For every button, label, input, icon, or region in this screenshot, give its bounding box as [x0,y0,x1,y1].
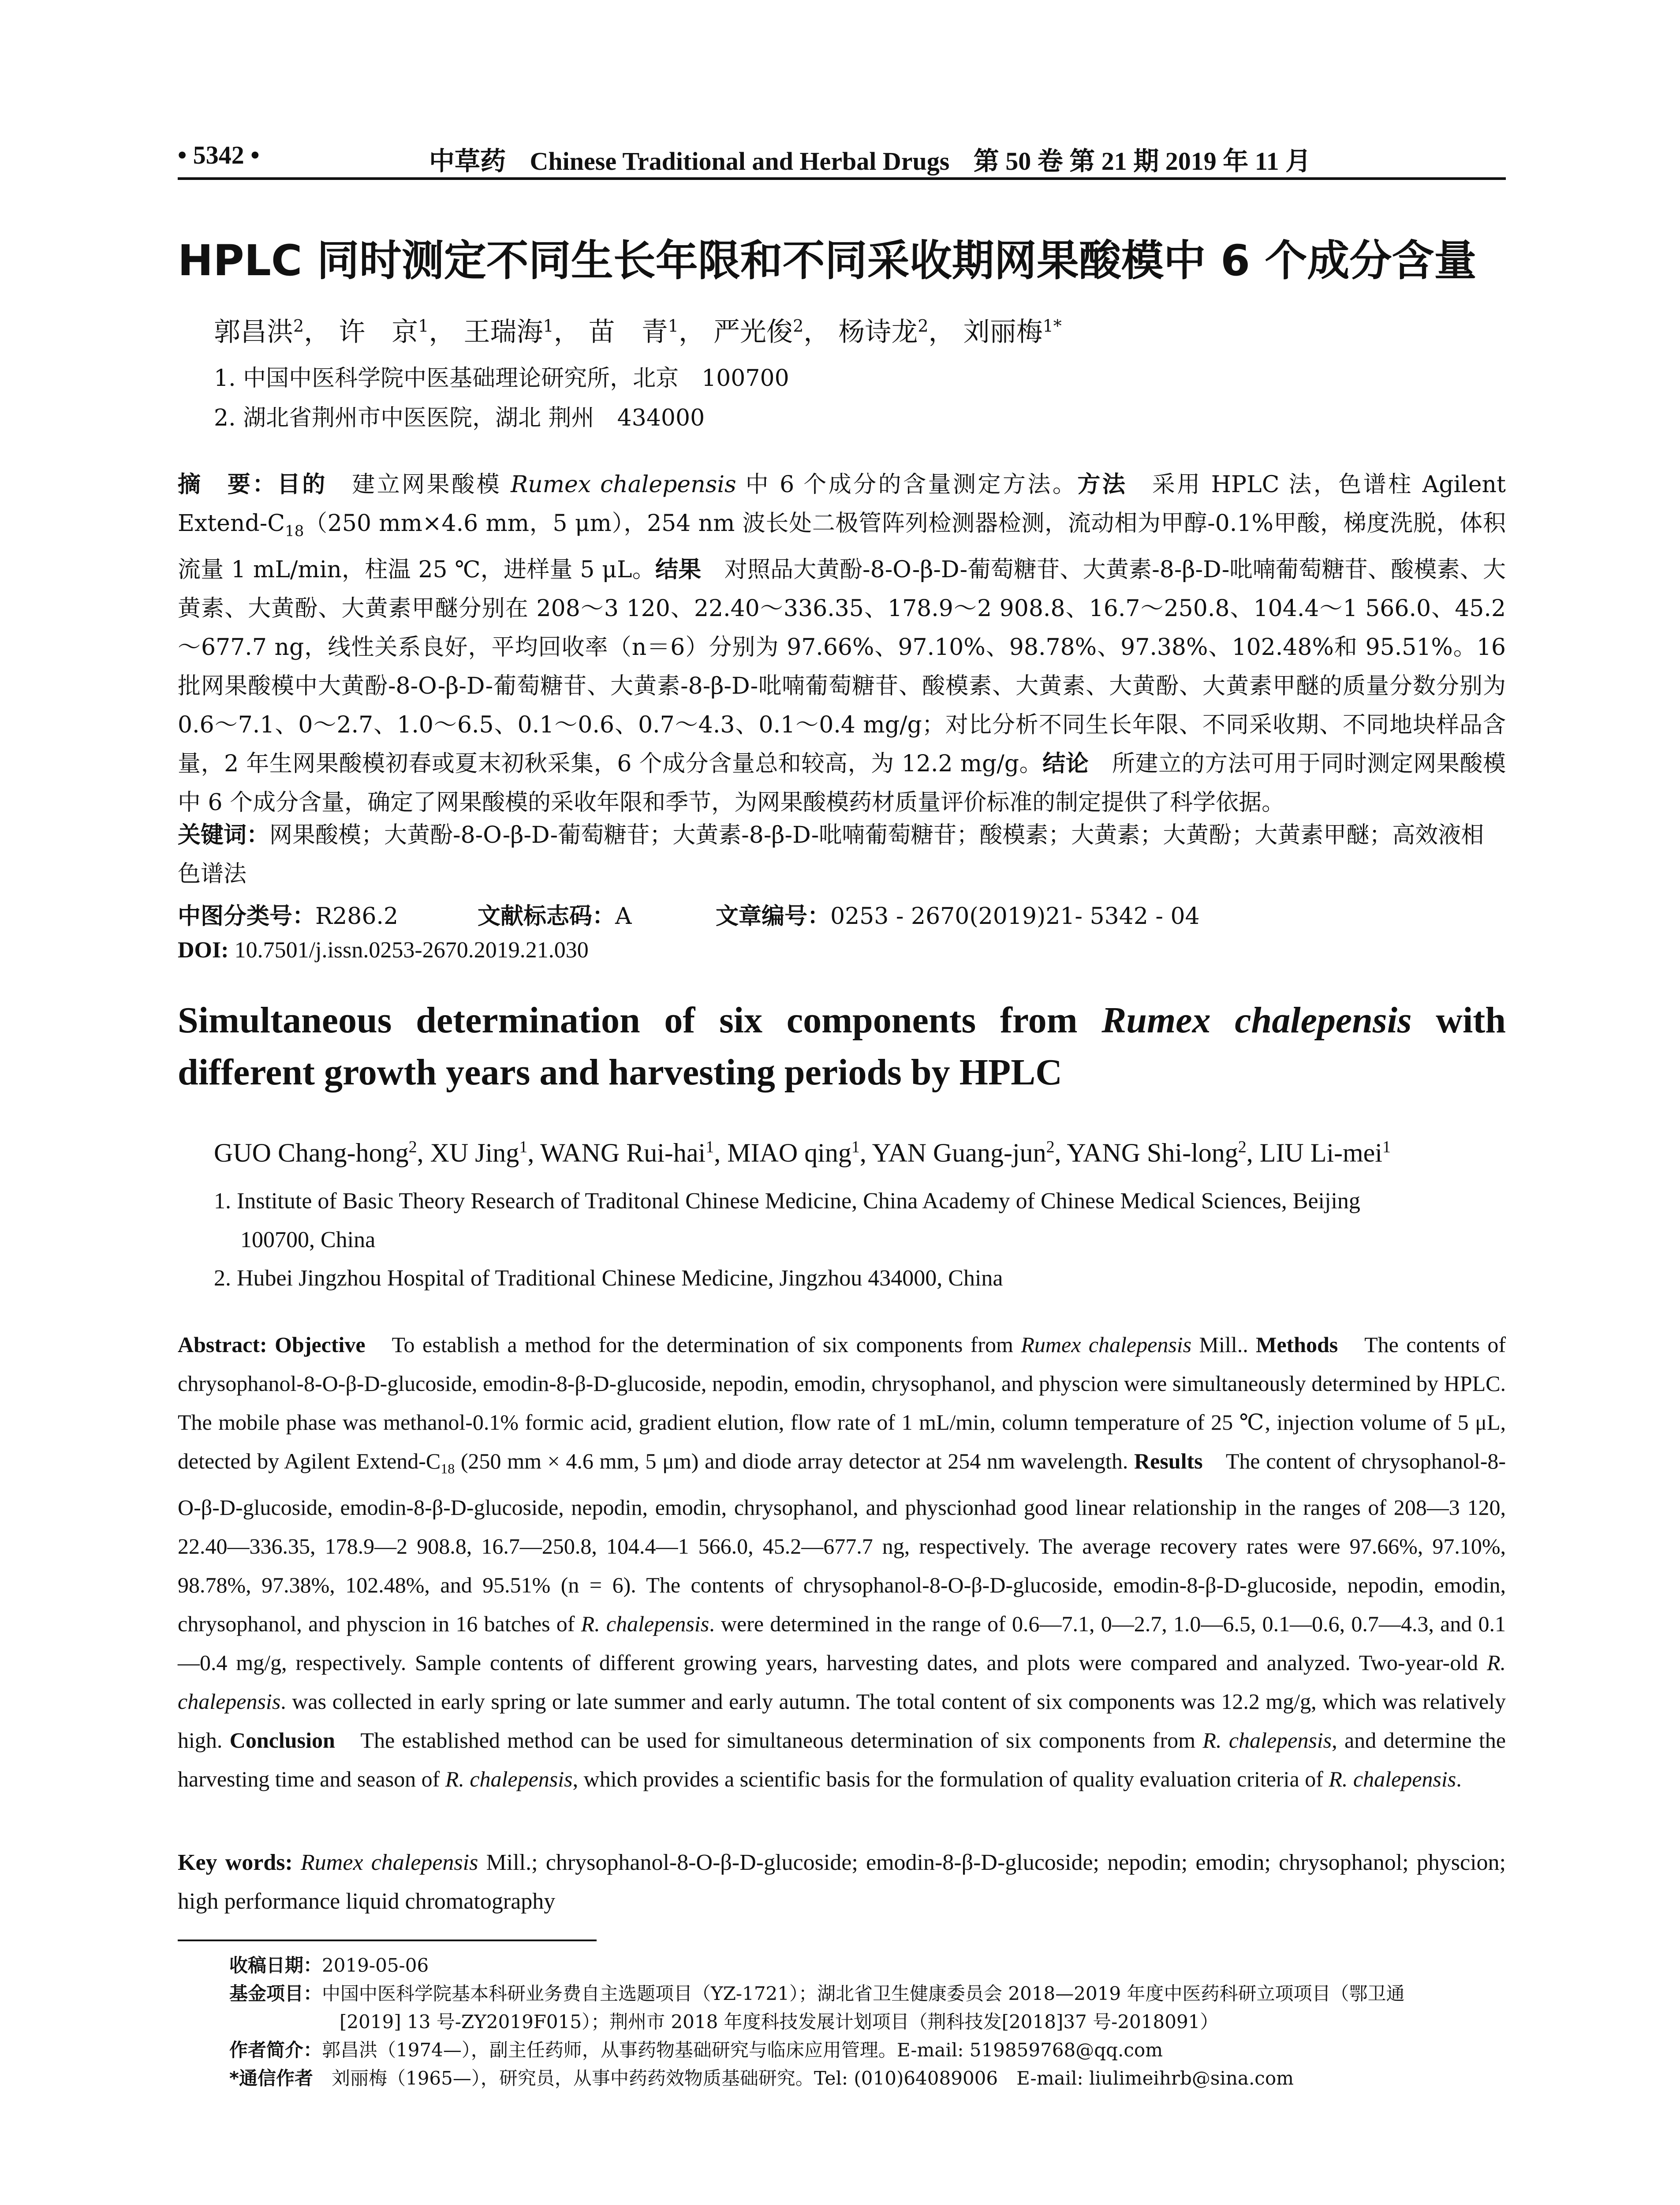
classification-row: 中图分类号：R286.2 文献标志码：A 文章编号：0253 - 2670(2019)21- 5342 - 04 [178,903,1200,930]
conclusion-label-en: Conclusion [222,1728,335,1753]
footnote-rule [178,1940,597,1941]
author-en: YANG Shi-long [1067,1138,1238,1167]
author-cn: 许 京 [339,317,418,348]
clc-value: R286.2 [315,903,399,930]
abstract-cn: 摘 要：目的 建立网果酸模 Rumex chalepensis 中 6 个成分的含量测定方法。方法 采用 HPLC 法，色谱柱 Agilent Extend-$C_{18}(250$ mm×4.6 mm，5 μm），254 nm 波长处二极管阵列检测器检测，流动相为甲醇-0.1%甲酸，梯度洗脱，体积流量 1 mL/min，柱温 25 ℃，进样量 5 μL。结果 对照品大黄酚-8-O-β-D-葡萄糖苷、大黄素-8-β-D-吡喃葡萄糖苷、酸模素、大黄素、大黄酚、大黄素甲醚分别在 208～3 120、22.40～336.35、178.9～2 908.8、16.7～250.8、104.4～1 566.0、45.2～677.7 ng，线性关系良好，平均回收率（n＝6）分别为 97.66%、97.10%、98.78%、97.38%、102.48%和 95.51%。16 批网果酸模中大黄酚-8-O-β-D-葡萄糖苷、大黄素-8-β-D-吡喃葡萄糖苷、酸模素、大黄素、大黄酚、大黄素甲醚的质量分数分别为 0.6～7.1、0～2.7、1.0～6.5、0.1～0.6、0.7～4.3、0.1～0.4 mg/g；对比分析不同生长年限、不同采收期、不同地块样品含量，2 年生网果酸模初春或夏末初秋采集，6 个成分含量总和较高，为 12.2 mg/g。结论 所建立的方法可用于同时测定网果酸模中 6 个成分含量，确定了网果酸模的采收年限和季节，为网果酸模药材质量评价标准的制定提供了科学依据。 [178,471,1506,816]
page-number: • 5342 • [178,141,260,169]
methods-label: 方法 [1077,471,1127,498]
objective-label: 目的 [277,471,327,498]
methods-label-en: Methods [1248,1332,1338,1357]
journal-name-cn: 中草药 [429,146,506,176]
footnote-fund: 基金项目：中国中医科学院基本科研业务费自主选题项目（YZ-1721）；湖北省卫生健康委员会 2018—2019 年度中医药科研立项项目（鄂卫通 [2019] 13 号-ZY2019F015）；荆州市 2018 年度科技发展计划项目（荆科技发[2018]37 号-2018091） [229,1983,1405,2033]
keywords-en-label: Key words: [178,1850,293,1875]
header-rule [178,177,1506,180]
abstract-en-label: Abstract: Objective [178,1332,366,1357]
author-cn: 杨诗龙 [838,317,918,348]
author-en: MIAO qing [727,1138,851,1167]
author-en: GUO Chang-hong [214,1138,409,1167]
keywords-cn-label: 关键词： [178,822,270,848]
keywords-en: Key words: Rumex chalepensis Mill.; chrysophanol-8-O-β-D-glucoside; emodin-8-β-D-glucoside; nepodin; emodin; chrysophanol; physcion; high performance liquid chromatography [178,1850,1506,1914]
results-label: 结果 [655,557,702,583]
conclusion-label: 结论 [1042,751,1089,777]
doc-code-value: A [615,903,632,930]
author-en: LIU Li-mei [1259,1138,1382,1167]
footnote-author: 作者简介：郭昌洪（1974—），副主任药师，从事药物基础研究与临床应用管理。E-mail: 519859768@qq.com [229,2039,1163,2061]
author-en: WANG Rui-hai [540,1138,706,1167]
abstract-cn-label: 摘 要： [178,471,277,498]
author-cn: 刘丽梅 [963,317,1043,348]
results-label-en: Results [1134,1449,1203,1473]
affiliation-cn-2: 2. 湖北省荆州市中医医院，湖北 荆州 434000 [214,405,705,431]
journal-issue: 第 50 卷 第 21 期 2019 年 11 月 [973,147,1311,176]
author-en: YAN Guang-jun [872,1138,1046,1167]
author-en: XU Jing [430,1138,519,1167]
affiliation-cn-1: 1. 中国中医科学院中医基础理论研究所，北京 100700 [214,365,789,392]
journal-name-en: Chinese Traditional and Herbal Drugs [530,147,950,176]
article-number-value: 0253 - 2670(2019)21- 5342 - 04 [830,903,1200,930]
doi-link[interactable]: 10.7501/j.issn.0253-2670.2019.21.030 [228,938,589,963]
doi: DOI: 10.7501/j.issn.0253-2670.2019.21.030 [178,938,589,963]
title-en: Simultaneous determination of six components from Rumex chalepensis with different growth years and harvesting periods by HPLC [178,1000,1506,1093]
author-cn: 王瑞海 [463,317,543,348]
affiliation-en-1: 1. Institute of Basic Theory Research of Traditonal Chinese Medicine, China Academy of Chinese Medical Sciences, Beijing 100700, China [214,1188,1360,1252]
keywords-cn-text: 网果酸模；大黄酚-8-O-β-D-葡萄糖苷；大黄素-8-β-D-吡喃葡萄糖苷；酸模素；大黄素；大黄酚；大黄素甲醚；高效液相色谱法 [178,822,1484,887]
authors-en: GUO Chang-hong$^2$, XU Jing$^1$, WANG Rui-hai$^1$, MIAO qing$^1$, YAN Guang-jun$^2$, YANG Shi-long$^2$, LIU Li-mei$^1$ [214,1138,1391,1167]
author-cn: 苗 青 [588,317,668,348]
author-cn: 郭昌洪 [214,317,293,348]
affiliation-en-2: 2. Hubei Jingzhou Hospital of Traditional Chinese Medicine, Jingzhou 434000, China [214,1266,1003,1291]
abstract-en: Abstract: Objective To establish a method for the determination of six components from Rumex chalepensis Mill.. Methods The contents of chrysophanol-8-O-β-D-glucoside, emodin-8-β-D-glucoside, nepodin, emodin, chrysophanol, and physcion were simultaneously determined by HPLC. The mobile phase was methanol-0.1% formic acid, gradient elution, flow rate of 1 mL/min, column temperature of 25 ℃, injection volume of 5 μL, detected by Agilent Extend-$C_{18}$ (250 mm × 4.6 mm, 5 μm) and diode array detector at 254 nm wavelength. Results The content of chrysophanol-8-O-β-D-glucoside, emodin-8-β-D-glucoside, nepodin, emodin, chrysophanol, and physcionhad good linear relationship in the ranges of 208—3 120, 22.40—336.35, 178.9—2 908.8, 16.7—250.8, 104.4—1 566.0, 45.2—677.7 ng, respectively. The average recovery rates were 97.66%, 97.10%, 98.78%, 97.38%, 102.48%, and 95.51% (n = 6). The contents of chrysophanol-8-O-β-D-glucoside, emodin-8-β-D-glucoside, nepodin, emodin, chrysophanol, and physcion in 16 batches of R. chalepensis. were determined in the range of 0.6—7.1, 0—2.7, 1.0—6.5, 0.1—0.6, 0.7—4.3, and 0.1—0.4 mg/g, respectively. Sample contents of different growing years, harvesting dates, and plots were compared and analyzed. Two-year-old R. chalepensis. was collected in early spring or late summer and early autumn. The total content of six components was 12.2 mg/g, which was relatively high. Conclusion The established method can be used for simultaneous determination of six components from R. chalepensis, and determine the harvesting time and season of R. chalepensis, which provides a scientific basis for the formulation of quality evaluation criteria of R. chalepensis. [178,1332,1506,1791]
authors-cn: 郭昌洪$^2$， 许 京$^1$， 王瑞海$^1$， 苗 青$^1$， 严光俊$^2$， 杨诗龙$^2$， 刘丽梅$^{1*}$ [214,316,1062,348]
journal-header [429,140,1311,177]
keywords-cn [178,816,1506,893]
author-cn: 严光俊 [713,317,793,348]
running-header [178,140,1506,180]
footnote-received: 收稿日期：2019-05-06 [229,1955,429,1976]
title-cn: HPLC 同时测定不同生长年限和不同采收期网果酸模中 6 个成分含量 [178,236,1477,285]
footnote-corresponding: *通信作者 刘丽梅（1965—），研究员，从事中药药效物质基础研究。Tel: (010)64089006 E-mail: liulimeihrb@sina.com [229,2067,1294,2089]
